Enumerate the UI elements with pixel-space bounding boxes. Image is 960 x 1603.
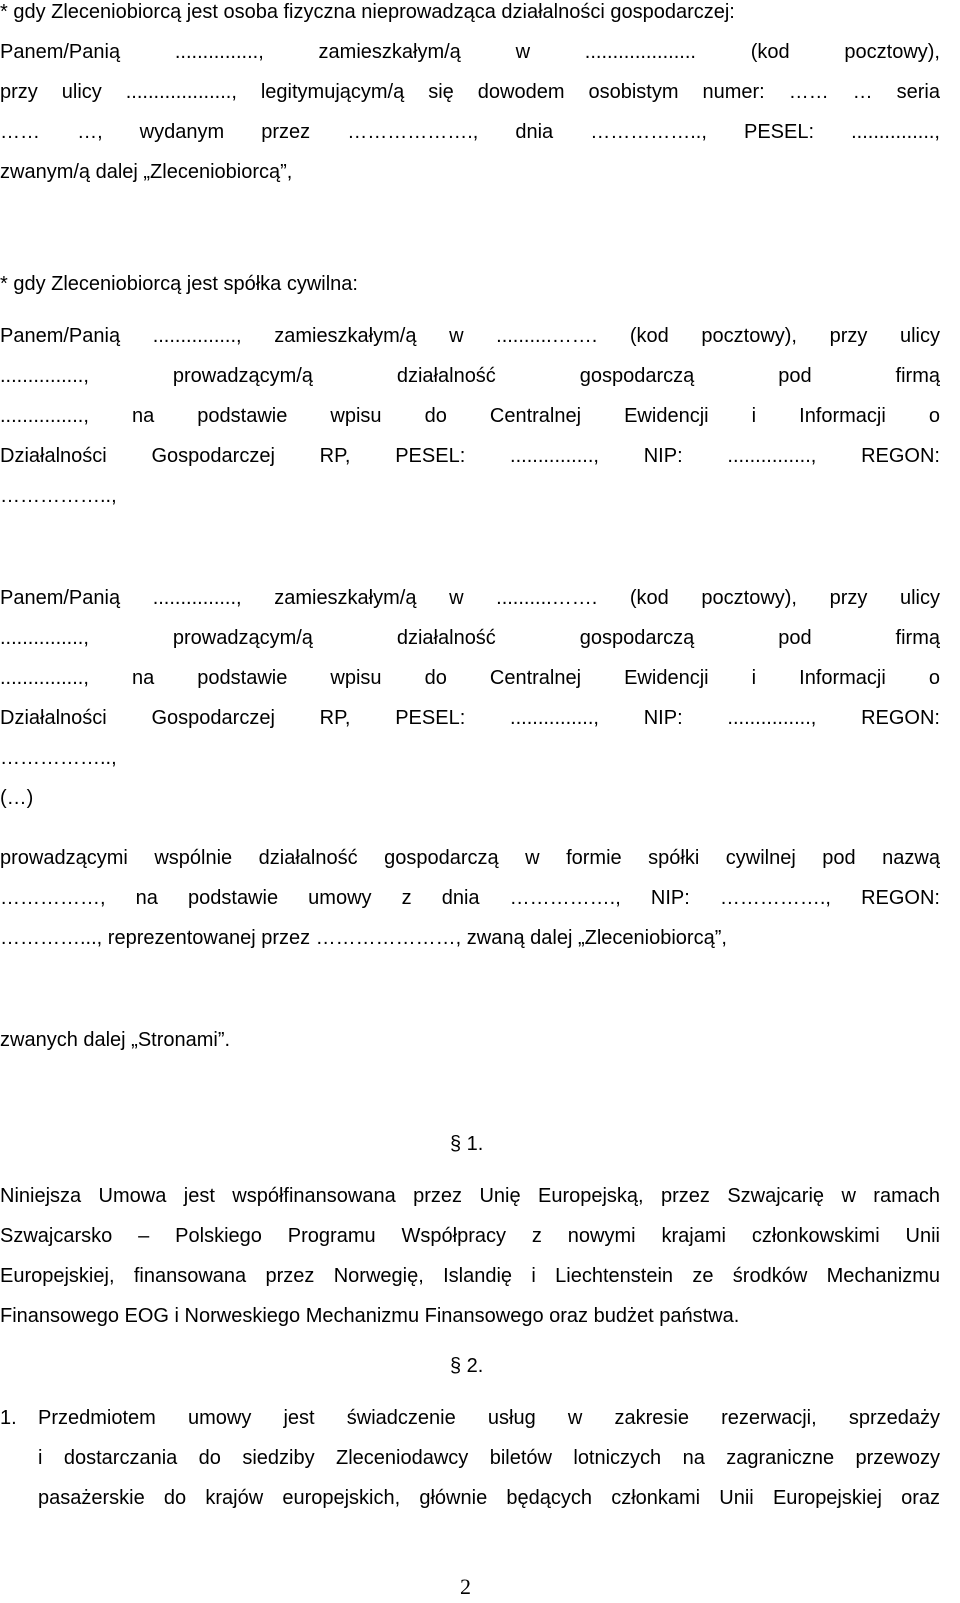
partner-1-line: ..............., na podstawie wpisu do Centralnej Ewidencji i Informacji o bbox=[0, 405, 940, 427]
item-line: i dostarczania do siedziby Zleceniodawcy biletów lotniczych na zagraniczne przewozy bbox=[38, 1447, 940, 1469]
joint-business-line: prowadzącymi wspólnie działalność gospodarczą w formie spółki cywilnej pod nazwą bbox=[0, 847, 940, 869]
civil-partnership-intro-text: * gdy Zleceniobiorcą jest spółka cywilna: bbox=[0, 273, 358, 295]
partner-1-block bbox=[0, 316, 940, 516]
page-number: 2 bbox=[460, 1574, 471, 1599]
partner-1-line: ..............., prowadzącym/ą działalność gospodarczą pod firmą bbox=[0, 365, 940, 387]
item-number: 1. bbox=[0, 1407, 17, 1429]
item-body bbox=[38, 1398, 940, 1518]
natural-person-line: …… …, wydanym przez ………………., dnia …………….., PESEL: ..............., bbox=[0, 121, 940, 143]
civil-partnership-intro bbox=[0, 264, 940, 304]
joint-business-block bbox=[0, 838, 940, 958]
item-line: pasażerskie do krajów europejskich, głównie będących członkami Unii Europejskiej oraz bbox=[38, 1487, 940, 1509]
partner-2-line: Panem/Panią ..............., zamieszkałym/ą w ..........……. (kod pocztowy), przy ulicy bbox=[0, 587, 940, 609]
natural-person-line: Panem/Panią ..............., zamieszkałym/ą w .................... (kod pocztowy), bbox=[0, 41, 940, 63]
partner-2-block bbox=[0, 578, 940, 818]
partner-2-line: Działalności Gospodarczej RP, PESEL: ..............., NIP: ..............., REGON: bbox=[0, 707, 940, 729]
natural-person-line: przy ulicy ..................., legitymującym/ą się dowodem osobistym numer: …… … seria bbox=[0, 81, 940, 103]
section-1-body bbox=[0, 1176, 940, 1336]
natural-person-block bbox=[0, 0, 940, 192]
ellipsis-marker: (…) bbox=[0, 787, 34, 809]
natural-person-intro: * gdy Zleceniobiorcą jest osoba fizyczna nieprowadząca działalności gospodarczej: bbox=[0, 1, 735, 23]
parties-clause-text: zwanych dalej „Stronami”. bbox=[0, 1029, 231, 1051]
section-1-line: Niniejsza Umowa jest współfinansowana przez Unię Europejską, przez Szwajcarię w ramach bbox=[0, 1185, 940, 1207]
parties-clause bbox=[0, 1020, 940, 1060]
section-2-heading: § 2. bbox=[450, 1355, 484, 1377]
section-1-line: Szwajcarsko – Polskiego Programu Współpracy z nowymi krajami członkowskimi Unii bbox=[0, 1225, 940, 1247]
partner-2-line: ..............., na podstawie wpisu do Centralnej Ewidencji i Informacji o bbox=[0, 667, 940, 689]
partner-1-line: Działalności Gospodarczej RP, PESEL: ..............., NIP: ..............., REGON: bbox=[0, 445, 940, 467]
partner-2-line: …………….., bbox=[0, 747, 117, 769]
section-1-heading: § 1. bbox=[450, 1133, 484, 1155]
partner-1-line: …………….., bbox=[0, 485, 117, 507]
partner-2-line: ..............., prowadzącym/ą działalność gospodarczą pod firmą bbox=[0, 627, 940, 649]
partner-1-line: Panem/Panią ..............., zamieszkałym/ą w ..........……. (kod pocztowy), przy ulicy bbox=[0, 325, 940, 347]
item-line: Przedmiotem umowy jest świadczenie usług w zakresie rezerwacji, sprzedaży bbox=[38, 1407, 940, 1429]
natural-person-line: zwanym/ą dalej „Zleceniobiorcą”, bbox=[0, 161, 293, 183]
section-1-line: Europejskiej, finansowana przez Norwegię, Islandię i Liechtenstein ze środków Mechanizmu bbox=[0, 1265, 940, 1287]
joint-business-line: …………..., reprezentowanej przez …………………, zwaną dalej „Zleceniobiorcą”, bbox=[0, 927, 727, 949]
joint-business-line: ……………, na podstawie umowy z dnia ……………., NIP: ……………., REGON: bbox=[0, 887, 940, 909]
section-1-line: Finansowego EOG i Norweskiego Mechanizmu Finansowego oraz budżet państwa. bbox=[0, 1305, 740, 1327]
